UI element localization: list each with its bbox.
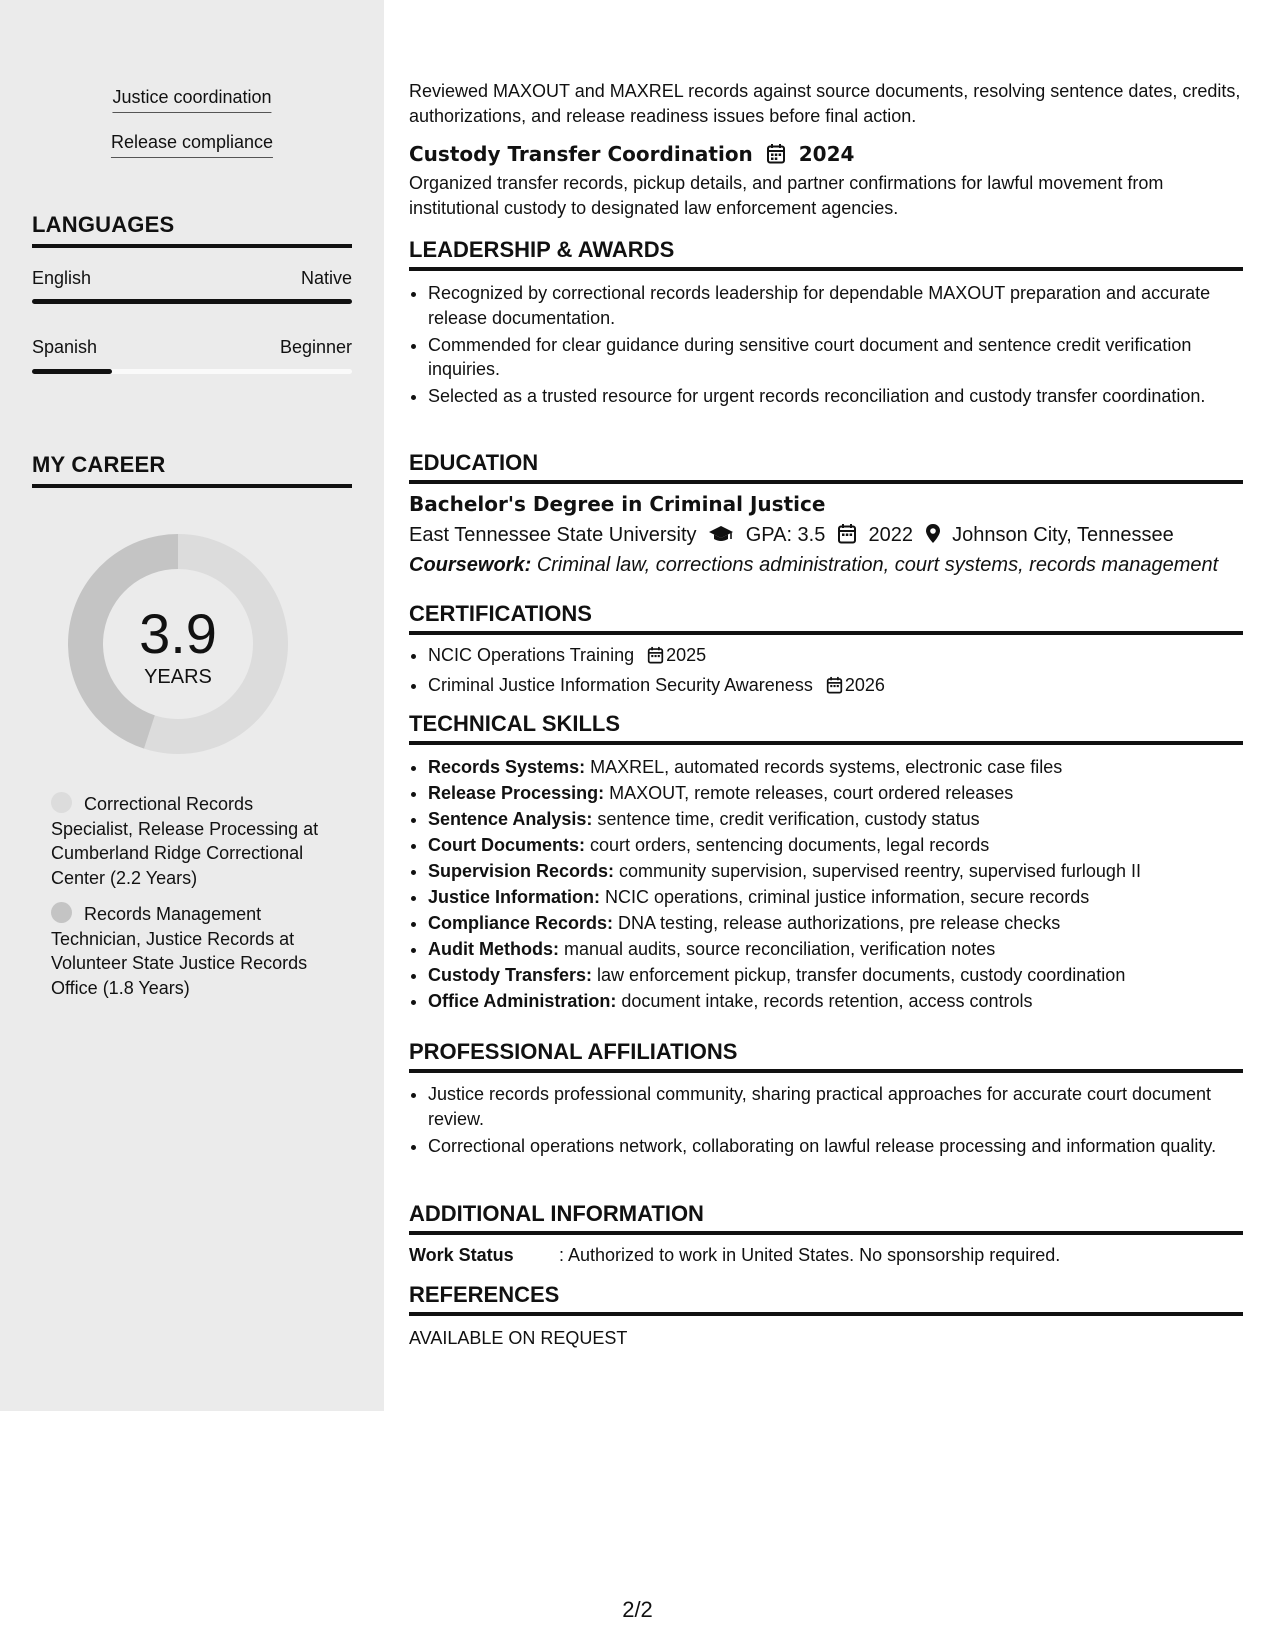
skill-category: Office Administration:	[428, 991, 617, 1011]
coursework-label: Coursework:	[409, 554, 532, 576]
technical-skill-item	[428, 963, 1262, 987]
language-bar	[32, 299, 352, 304]
technical-skill-item	[428, 911, 1262, 935]
technical-skill-item	[428, 859, 1262, 883]
skill-values: manual audits, source reconciliation, verification notes	[558, 939, 996, 959]
gpa: GPA: 3.5	[745, 524, 826, 546]
skill-values: MAXREL, automated records systems, electronic case files	[585, 757, 1063, 777]
coursework-text: Criminal law, corrections administration, court systems, records management	[536, 554, 1219, 576]
page-number: 2/2	[622, 1597, 653, 1622]
technical-skill-item	[428, 755, 1262, 779]
additional-info-heading: ADDITIONAL INFORMATION	[409, 1201, 1243, 1235]
education-details	[409, 523, 1174, 550]
affiliations-heading: PROFESSIONAL AFFILIATIONS	[409, 1039, 1243, 1073]
school-name: East Tennessee State University	[409, 524, 697, 546]
language-name: English	[32, 268, 92, 288]
calendar-icon	[766, 143, 786, 169]
calendar-icon	[647, 646, 664, 671]
skill-category: Records Systems:	[428, 757, 586, 777]
project-year: 2024	[798, 142, 855, 166]
skill-values: DNA testing, release authorizations, pre release checks	[613, 913, 1061, 933]
language-level: Beginner	[279, 337, 352, 357]
skill-tag: Justice coordination	[112, 87, 271, 113]
technical-skill-item	[428, 781, 1262, 805]
career-donut-chart	[66, 532, 290, 756]
language-bar-fill	[32, 299, 352, 304]
affiliations-list	[409, 1082, 1262, 1161]
work-status-line	[409, 1243, 1243, 1268]
technical-skill-item	[428, 807, 1262, 831]
language-name: Spanish	[32, 337, 98, 357]
certifications-heading: CERTIFICATIONS	[409, 601, 1243, 635]
certification-name: NCIC Operations Training	[428, 645, 635, 665]
skill-values: law enforcement pickup, transfer documents, custody coordination	[592, 965, 1126, 985]
skill-category: Custody Transfers:	[428, 965, 593, 985]
work-status-value: : Authorized to work in United States. No sponsorship required.	[559, 1245, 1061, 1265]
skill-values: sentence time, credit verification, custody status	[592, 809, 980, 829]
education-heading: EDUCATION	[409, 450, 1243, 484]
leadership-list	[409, 281, 1262, 411]
technical-skill-item	[428, 989, 1262, 1013]
graduation-cap-icon	[708, 524, 734, 550]
career-legend-item	[51, 902, 336, 1000]
skill-category: Supervision Records:	[428, 861, 615, 881]
legend-dot-icon	[51, 792, 72, 813]
references-heading: REFERENCES	[409, 1282, 1243, 1316]
work-status-label: Work Status	[409, 1245, 514, 1265]
intro-paragraph: Reviewed MAXOUT and MAXREL records against source documents, resolving sentence dates, credits, authorizations, and release readiness issues before final action.	[409, 81, 1241, 126]
list-item: • Correctional operations network, collaborating on lawful release processing and information quality.	[428, 1134, 1262, 1159]
sidebar	[0, 0, 384, 1411]
career-heading: MY CAREER	[32, 452, 352, 488]
certification-item	[428, 643, 1262, 671]
technical-skill-item	[428, 885, 1262, 909]
degree-title: Bachelor's Degree in Criminal Justice	[409, 492, 826, 516]
technical-skills-heading: TECHNICAL SKILLS	[409, 711, 1243, 745]
school-location: Johnson City, Tennessee	[952, 524, 1174, 546]
skill-values: NCIC operations, criminal justice information, secure records	[600, 887, 1090, 907]
project-title: Custody Transfer Coordination	[409, 142, 753, 166]
coursework-line	[409, 554, 1218, 577]
skill-values: court orders, sentencing documents, legal records	[585, 835, 990, 855]
skill-category: Audit Methods:	[428, 939, 559, 959]
list-item: • Commended for clear guidance during sensitive court document and sentence credit verification inquiries.	[428, 333, 1262, 382]
list-item: • Justice records professional community, sharing practical approaches for accurate court document review.	[428, 1082, 1262, 1131]
career-total-years: 3.9	[139, 602, 217, 665]
career-legend-text: Records Management Technician, Justice Records at Volunteer State Justice Records Office (1.8 Years)	[51, 904, 308, 998]
leadership-heading: LEADERSHIP & AWARDS	[409, 237, 1243, 271]
technical-skill-item	[428, 937, 1262, 961]
skill-values: document intake, records retention, access controls	[616, 991, 1033, 1011]
skill-category: Compliance Records:	[428, 913, 614, 933]
skill-category: Sentence Analysis:	[428, 809, 593, 829]
project-title-line	[409, 142, 854, 169]
certification-year: 2025	[666, 645, 707, 665]
technical-skill-item	[428, 833, 1262, 857]
technical-skills-list	[409, 755, 1262, 1015]
graduation-year: 2022	[868, 524, 913, 546]
career-legend-text: Correctional Records Specialist, Release Processing at Cumberland Ridge Correctional Center (2.2 Years)	[51, 794, 319, 888]
certification-item	[428, 673, 1262, 701]
certification-year: 2026	[844, 675, 885, 695]
skill-values: community supervision, supervised reentry, supervised furlough II	[614, 861, 1141, 881]
calendar-icon	[837, 523, 857, 550]
project-description: Organized transfer records, pickup details, and partner confirmations for lawful movement from institutional custody to designated law enforcement agencies.	[409, 173, 1164, 218]
skill-category: Release Processing:	[428, 783, 605, 803]
list-item: • Selected as a trusted resource for urgent records reconciliation and custody transfer coordination.	[428, 384, 1262, 409]
calendar-icon	[826, 676, 843, 701]
language-bar	[32, 369, 352, 374]
skill-category: Justice Information:	[428, 887, 601, 907]
list-item: • Recognized by correctional records leadership for dependable MAXOUT preparation and accurate release documentation.	[428, 281, 1262, 330]
languages-heading: LANGUAGES	[32, 212, 352, 248]
language-bar-fill	[32, 369, 112, 374]
skill-values: MAXOUT, remote releases, court ordered releases	[604, 783, 1014, 803]
career-legend-item	[51, 792, 336, 890]
skill-tag: Release compliance	[111, 132, 273, 158]
references-text: AVAILABLE ON REQUEST	[409, 1328, 628, 1348]
career-total-unit: YEARS	[144, 666, 212, 688]
legend-dot-icon	[51, 902, 72, 923]
language-level: Native	[300, 268, 352, 288]
skill-category: Court Documents:	[428, 835, 585, 855]
certification-name: Criminal Justice Information Security Awareness	[428, 675, 813, 695]
certifications-list	[409, 643, 1262, 703]
location-pin-icon	[925, 523, 941, 550]
